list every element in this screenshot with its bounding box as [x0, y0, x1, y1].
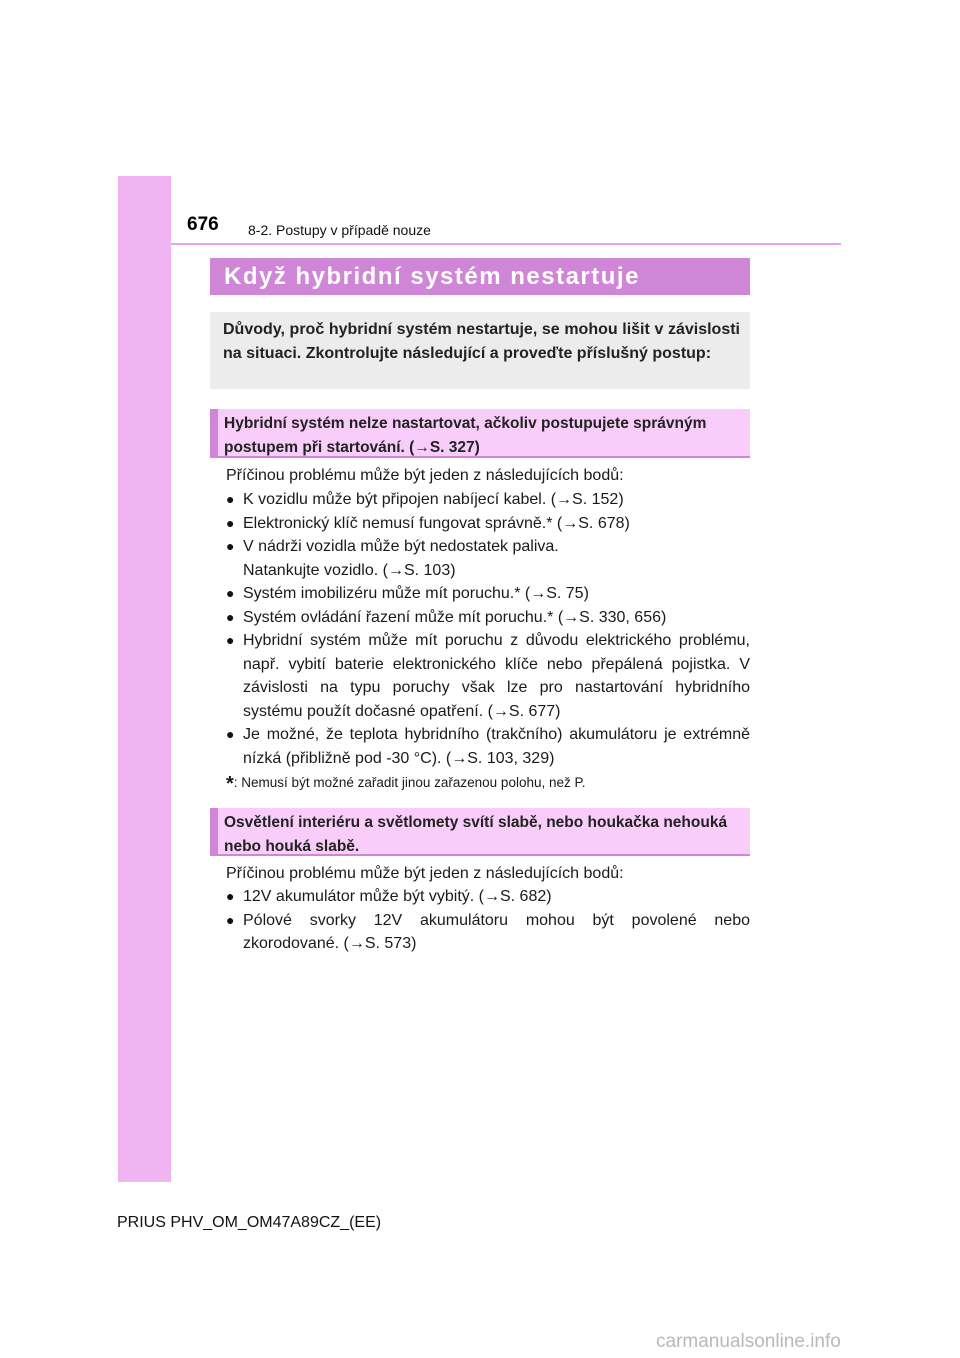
bullet-icon: ●	[226, 514, 235, 531]
list-item: ● Systém imobilizéru může mít poruchu.* (→S. 75)	[226, 582, 750, 606]
list-item: ● Je možné, že teplota hybridního (trakčního) akumulátoru je extrémně nízká (přibližně pod -30 °C). (→S. 103, 329)	[226, 723, 750, 770]
list-item: ● V nádrži vozidla může být nedostatek paliva. Natankujte vozidlo. (→S. 103)	[226, 535, 750, 582]
page-number: 676	[187, 214, 219, 235]
list-item: ● Elektronický klíč nemusí fungovat správně.* (→S. 678)	[226, 512, 750, 536]
bullet-icon: ●	[226, 632, 235, 648]
list-item: ● Hybridní systém může mít poruchu z důvodu elektrického problému, např. vybití baterie elektronického klíče nebo přepálená pojistka. V závislosti na typu poruchy však lze pro nastartování hybridního systému použít dočasné opatření. (→S. 677)	[226, 629, 750, 723]
section-reference: 8-2. Postupy v případě nouze	[248, 222, 431, 238]
bullet-icon: ●	[226, 888, 235, 904]
list-item: ● K vozidlu může být připojen nabíjecí kabel. (→S. 152)	[226, 488, 750, 512]
list-item: ● 12V akumulátor může být vybitý. (→S. 682)	[226, 885, 750, 909]
bullet-icon: ●	[226, 726, 235, 742]
subheading-hybrid-not-starting: Hybridní systém nelze nastartovat, ačkoliv postupujete správným postupem při startování. (→S. 327)	[210, 409, 750, 458]
document-code: PRIUS PHV_OM_OM47A89CZ_(EE)	[117, 1214, 382, 1231]
subheading-weak-lights-horn: Osvětlení interiéru a světlomety svítí slabě, nebo houkačka nehouká nebo houká slabě.	[210, 808, 750, 856]
list-item: ● Systém ovládání řazení může mít poruchu.* (→S. 330, 656)	[226, 606, 750, 630]
list-item: ● Pólové svorky 12V akumulátoru mohou být povolené nebo zkorodované. (→S. 573)	[226, 909, 750, 956]
footnote	[226, 773, 586, 796]
intro-box: Důvody, proč hybridní systém nestartuje, se mohou lišit v závislosti na situaci. Zkontrolujte následující a proveďte příslušný postup:	[210, 312, 750, 389]
section1-cause-list	[226, 488, 750, 770]
header-divider	[171, 243, 841, 245]
section2-lead: Příčinou problému může být jeden z následujících bodů:	[226, 865, 624, 882]
bullet-icon: ●	[226, 491, 235, 507]
section1-lead: Příčinou problému může být jeden z následujících bodů:	[226, 467, 624, 484]
page-title: Když hybridní systém nestartuje	[210, 258, 750, 295]
footnote-text: : Nemusí být možné zařadit jinou zařazenou polohu, než P.	[233, 775, 586, 790]
bullet-icon: ●	[226, 911, 235, 928]
footnote-asterisk: *	[226, 773, 234, 795]
section2-cause-list	[226, 885, 750, 956]
watermark: carmanualsonline.info	[656, 1331, 841, 1352]
bullet-icon: ●	[226, 585, 235, 601]
side-tab-strip	[118, 176, 171, 1182]
bullet-icon: ●	[226, 608, 235, 625]
bullet-icon: ●	[226, 538, 235, 554]
